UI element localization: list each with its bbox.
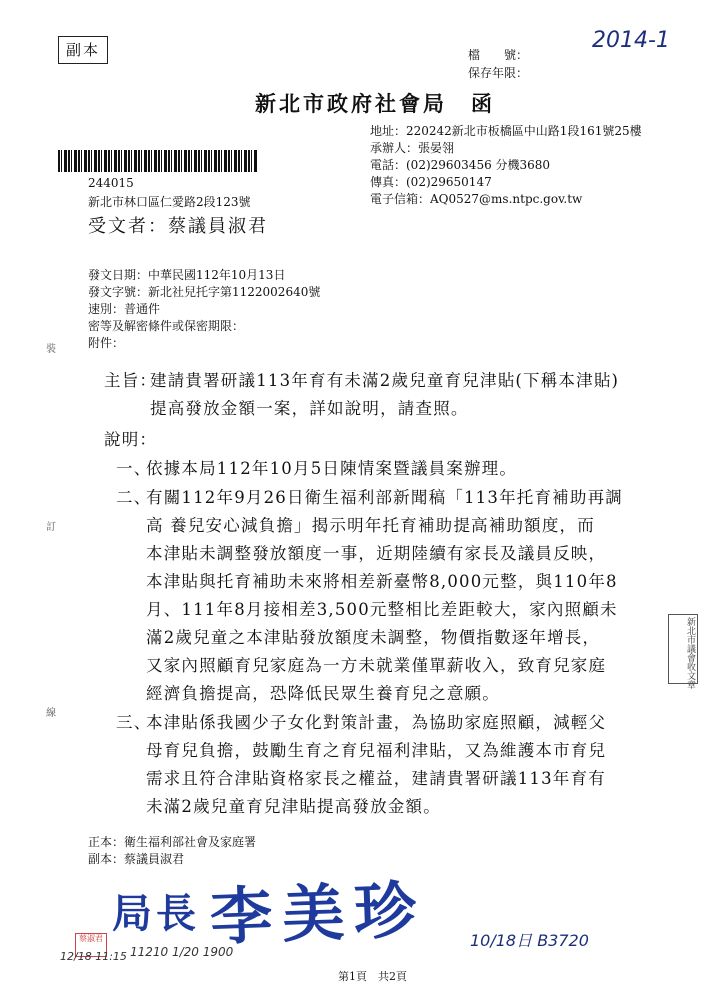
item-line: 滿2歲兒童之本津貼發放額度未調整，物價指數逐年增長，	[146, 628, 601, 647]
item-line: 高 養兒安心減負擔」揭示明年托育補助提高補助額度，而	[146, 516, 595, 535]
copy-label-box: 副本	[58, 36, 108, 64]
item-line: 未滿2歲兒童育兒津貼提高發放金額。	[146, 797, 441, 816]
postal-code: 244015	[88, 176, 134, 190]
sender-fax: 傳真：(02)29650147	[370, 175, 492, 189]
classification: 密等及解密條件或保密期限：	[88, 319, 245, 333]
document-title: 新北市政府社會局 函	[255, 91, 495, 116]
signature-name: 李美珍	[208, 873, 428, 954]
item-number: 二、	[116, 488, 152, 507]
item-line: 又家內照顧育兒家庭為一方未就業僅單薪收入，致育兒家庭	[146, 656, 607, 675]
barcode	[58, 150, 258, 172]
primary-recipient: 正本：衛生福利部社會及家庭署	[88, 835, 257, 849]
explanation-label: 說明：	[104, 430, 158, 449]
sender-phone: 電話：(02)29603456 分機3680	[370, 158, 551, 172]
item-line: 本津貼係我國少子女化對策計畫，為協助家庭照顧，減輕父	[146, 713, 607, 732]
binding-mark-top: 裝	[46, 344, 56, 355]
sender-contact-person: 承辦人：張晏翎	[370, 141, 455, 155]
item-line: 月、111年8月接相差3,500元整相比差距較大，家內照顧未	[146, 600, 618, 619]
item-line: 本津貼未調整發放額度一事，近期陸續有家長及議員反映，	[146, 544, 607, 563]
binding-mark-bottom: 線	[46, 708, 56, 719]
subject-line: 建請貴署研議113年育有未滿2歲兒童育兒津貼(下稱本津貼)	[150, 371, 620, 390]
file-number-label: 檔 號：	[468, 48, 529, 62]
sender-address: 地址：220242新北市板橋區中山路1段161號25樓	[370, 124, 642, 138]
item-line: 有關112年9月26日衛生福利部新聞稿「113年托育補助再調	[146, 488, 623, 507]
issue-number: 發文字號：新北社兒托字第1122002640號	[88, 285, 321, 299]
recipient-address: 新北市林口區仁愛路2段123號	[88, 195, 251, 209]
item-number: 三、	[116, 713, 152, 732]
issue-date: 發文日期：中華民國112年10月13日	[88, 268, 286, 282]
handwritten-note-right: 10/18日 B3720	[470, 931, 589, 950]
page-number: 第1頁 共2頁	[338, 970, 407, 983]
item-line: 母育兒負擔，鼓勵生育之育兒福利津貼，又為維護本市育兒	[146, 741, 607, 760]
handwritten-note-middle: 11210 1/20 1900	[130, 945, 234, 959]
handwritten-note-left: 12/18 11:15	[60, 950, 127, 963]
item-line: 依據本局112年10月5日陳情案暨議員案辦理。	[146, 459, 518, 478]
retention-label: 保存年限：	[468, 66, 529, 80]
item-line: 經濟負擔提高，恐降低民眾生養育兒之意願。	[146, 684, 500, 703]
item-number: 一、	[116, 459, 152, 478]
side-receipt-stamp: 新北市議會收文章	[668, 614, 698, 684]
signature-title: 局長	[112, 891, 200, 937]
urgency: 速別：普通件	[88, 302, 161, 316]
receiver-line: 受文者：蔡議員淑君	[88, 216, 268, 237]
red-seal-stamp: 蔡淑君	[75, 933, 107, 957]
subject-line: 提高發放金額一案，詳如說明，請查照。	[150, 399, 469, 418]
subject-label: 主旨：	[104, 371, 158, 390]
copy-recipient: 副本：蔡議員淑君	[88, 852, 185, 866]
handwritten-date-note: 2014-1	[592, 28, 670, 53]
sender-email: 電子信箱：AQ0527@ms.ntpc.gov.tw	[370, 192, 583, 206]
item-line: 本津貼與托育補助未來將相差新臺幣8,000元整，與110年8	[146, 572, 618, 591]
attachments: 附件：	[88, 336, 125, 350]
item-line: 需求且符合津貼資格家長之權益，建請貴署研議113年育有	[146, 769, 606, 788]
binding-mark-middle: 訂	[46, 522, 56, 533]
